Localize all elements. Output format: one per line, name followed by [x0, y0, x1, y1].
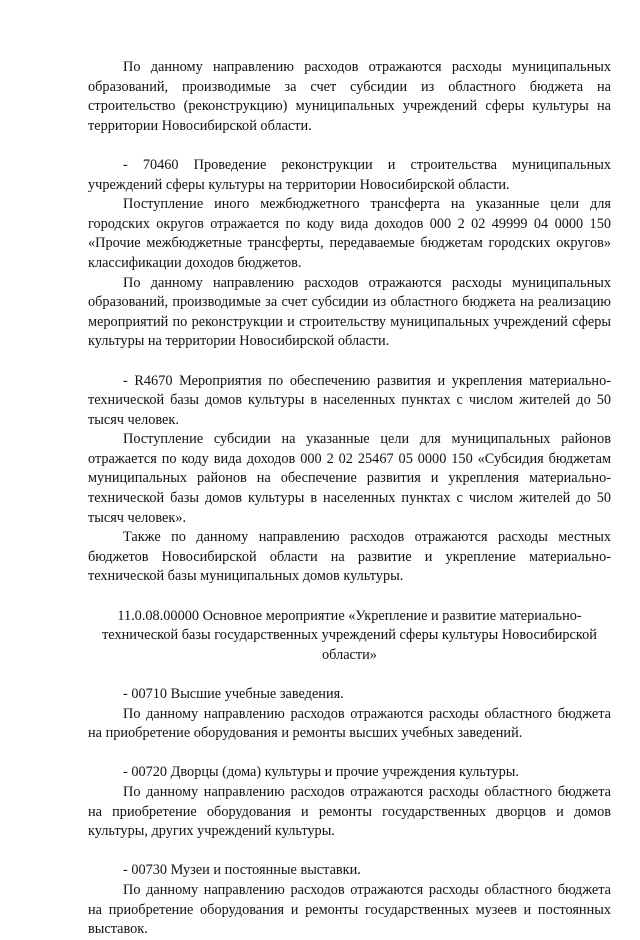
section-heading: 11.0.08.00000 Основное мероприятие «Укрепление и развитие материально-технической базы государственных учреждений сферы культуры Новосибирской области»	[102, 607, 597, 663]
spacer	[88, 587, 611, 607]
item-00730-title: - 00730 Музеи и постоянные выставки.	[123, 862, 361, 879]
item-00720-expenses: По данному направлению расходов отражаются расходы областного бюджета на приобретение оборудования и ремонты государственных дворцов и домов культуры, других учреждений культуры.	[88, 783, 611, 840]
item-70460-title: - 70460 Проведение реконструкции и строительства муниципальных учреждений сферы культуры на территории Новосибирской области.	[88, 156, 611, 193]
spacer	[88, 352, 611, 372]
item-70460-expenses: По данному направлению расходов отражаются расходы муниципальных образований, производимые за счет субсидии из областного бюджета на реализацию мероприятий по реконструкции и строительству муниципальных учреждений сферы культуры на территории Новосибирской области.	[88, 274, 611, 350]
spacer	[88, 842, 611, 862]
item-70460-transfer: Поступление иного межбюджетного трансферта на указанные цели для городских округов отражается по коду вида доходов 000 2 02 49999 04 0000 150 «Прочие межбюджетные трансферты, передаваемые бюджетам городских округов» классификации доходов бюджетов.	[88, 196, 611, 271]
spacer	[88, 744, 611, 764]
document-page	[88, 58, 611, 940]
item-00730-expenses: По данному направлению расходов отражаются расходы областного бюджета на приобретение оборудования и ремонты государственных музеев и постоянных выставок.	[88, 881, 611, 938]
item-r4670-expenses: Также по данному направлению расходов отражаются расходы местных бюджетов Новосибирской области на развитие и укрепление материально-технической базы муниципальных домов культуры.	[88, 529, 611, 585]
item-00720-title: - 00720 Дворцы (дома) культуры и прочие учреждения культуры.	[123, 764, 519, 781]
item-r4670-subsidy: Поступление субсидии на указанные цели для муниципальных районов отражается по коду вида доходов 000 2 02 25467 05 0000 150 «Субсидия бюджетам муниципальных районов на обеспечение развития и укрепления материально-технической базы домов культуры в населенных пунктах с числом жителей до 50 тысяч человек».	[88, 431, 611, 526]
item-00710-expenses: По данному направлению расходов отражаются расходы областного бюджета на приобретение оборудования и ремонты высших учебных заведений.	[88, 705, 611, 742]
spacer	[88, 136, 611, 156]
spacer	[88, 665, 611, 685]
paragraph-intro: По данному направлению расходов отражаются расходы муниципальных образований, производимые за счет субсидии из областного бюджета на строительство (реконструкцию) муниципальных учреждений сферы культуры на территории Новосибирской области.	[88, 59, 611, 134]
item-00710-title: - 00710 Высшие учебные заведения.	[123, 686, 344, 702]
item-r4670-title: - R4670 Мероприятия по обеспечению развития и укрепления материально-технической базы домов культуры в населенных пунктах с числом жителей до 50 тысяч человек.	[88, 372, 611, 428]
